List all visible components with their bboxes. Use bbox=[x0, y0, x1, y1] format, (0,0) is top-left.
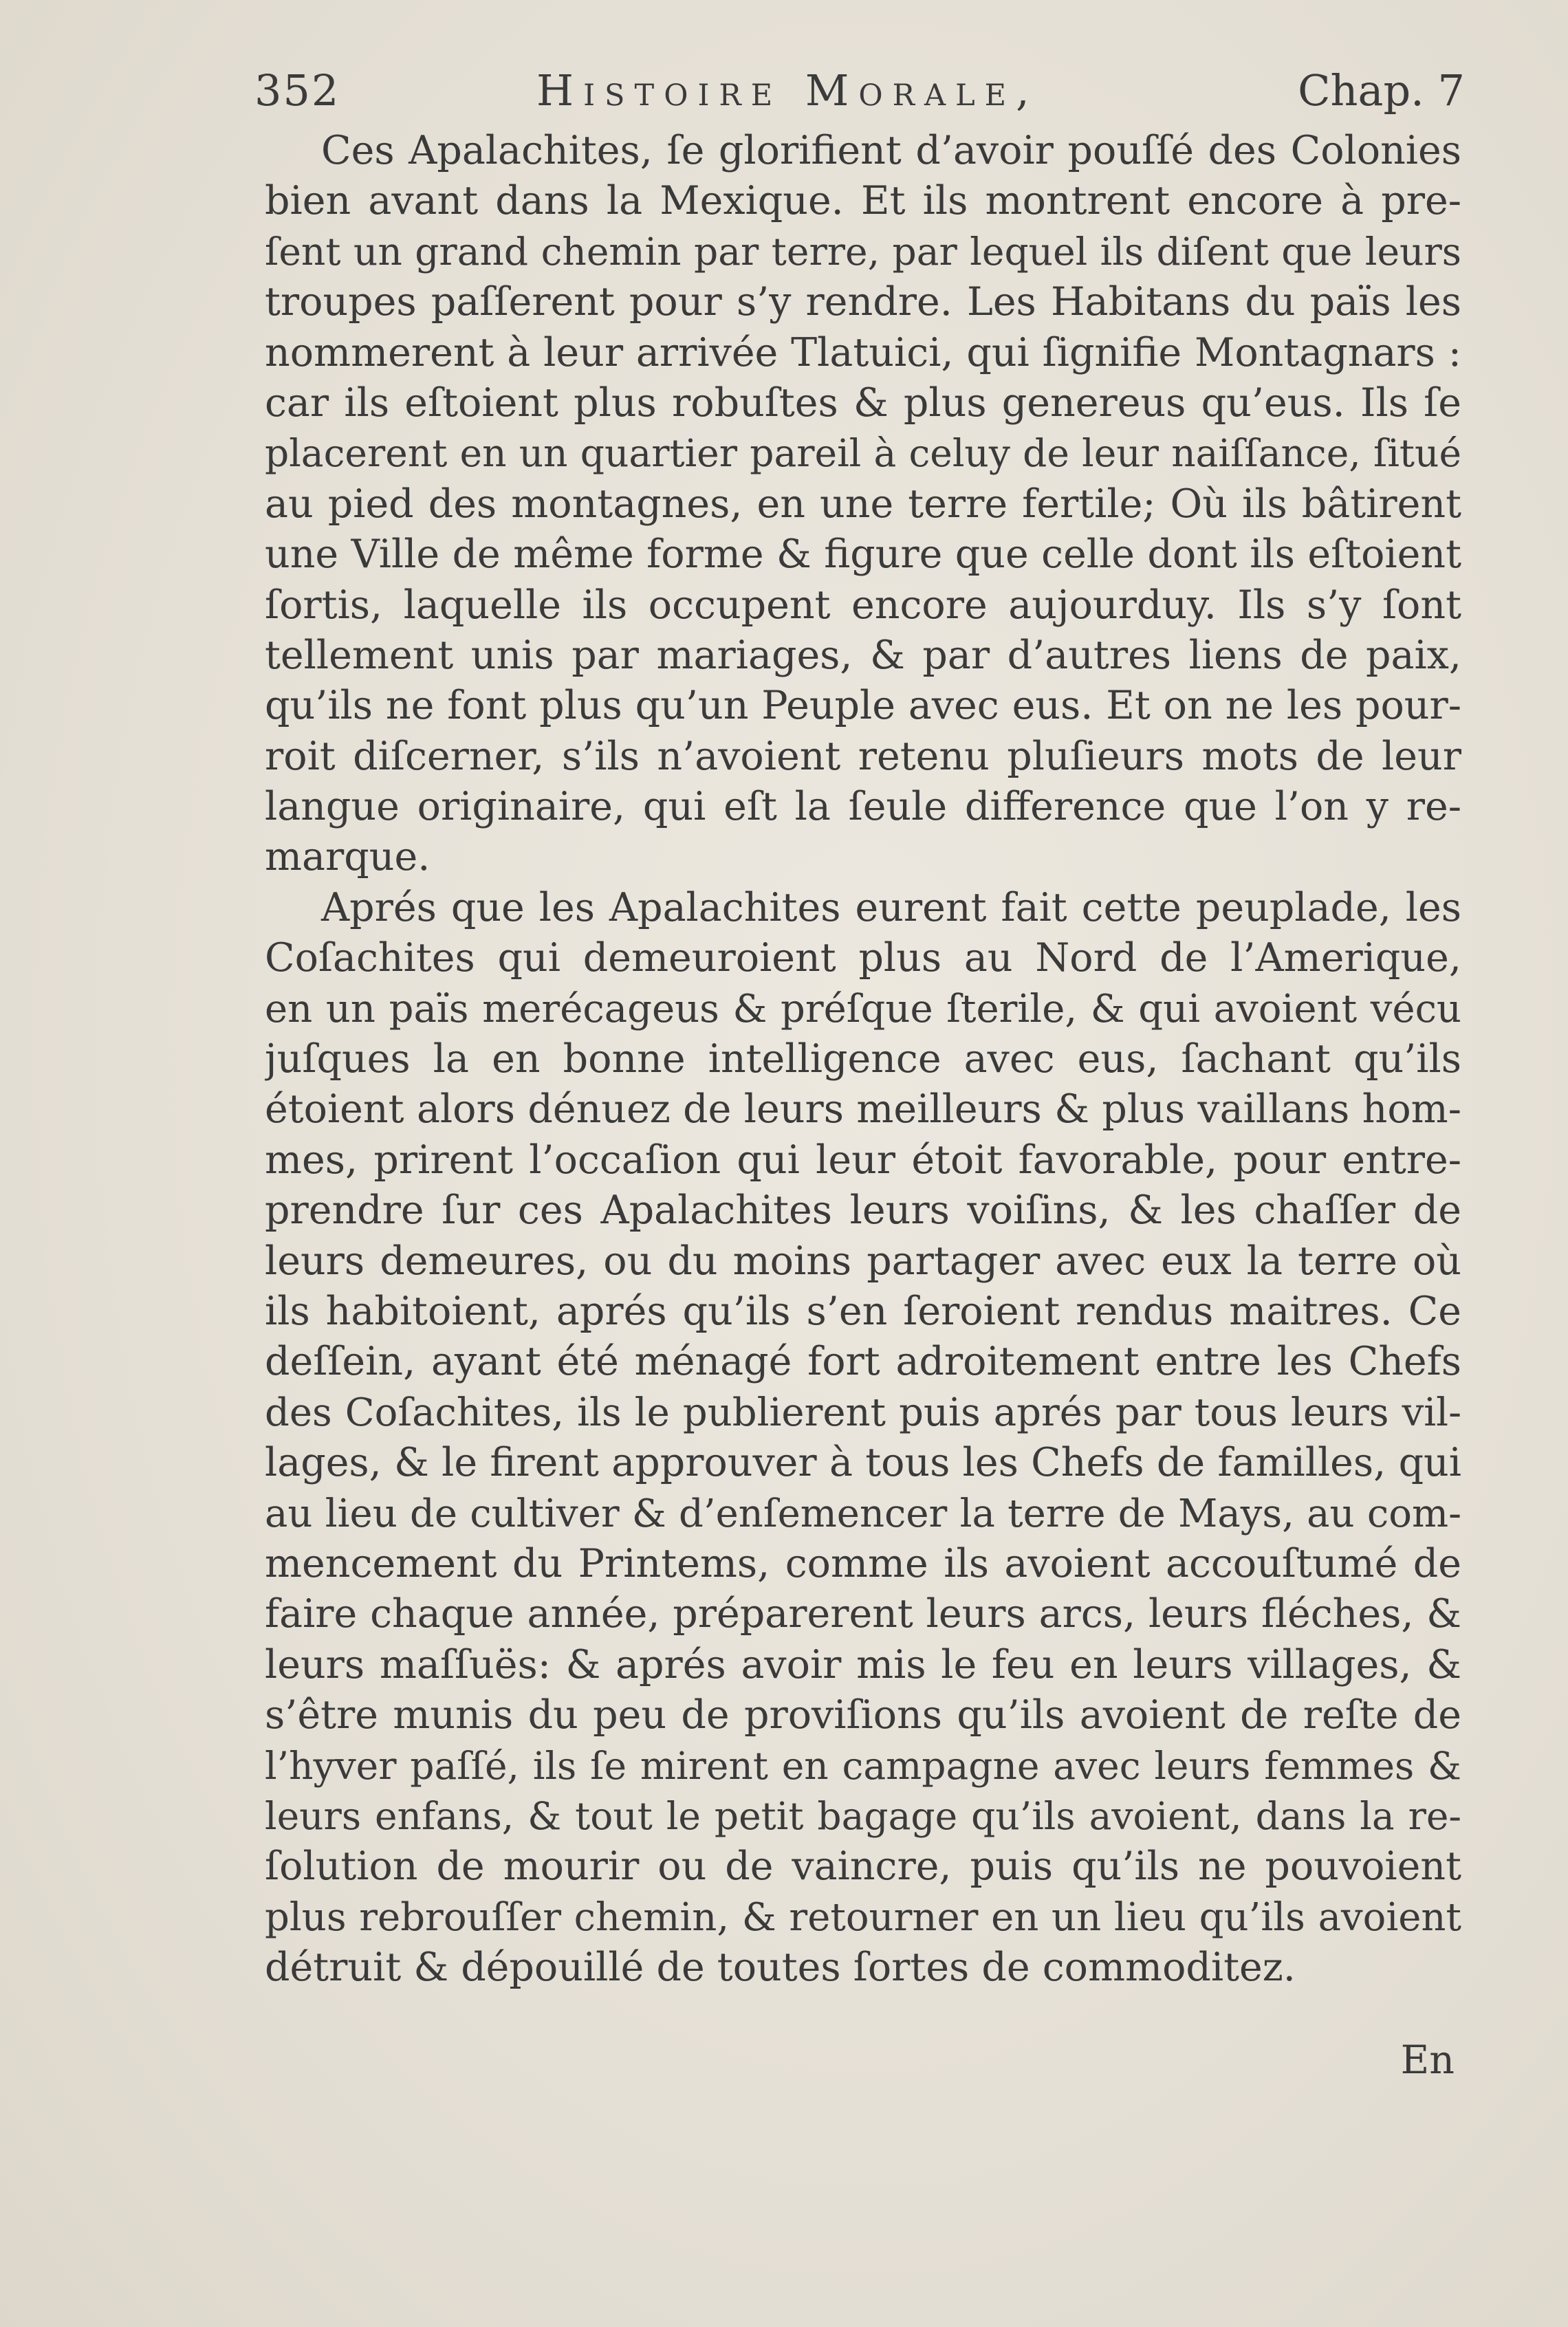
text-line: nommerent à leur arrivée Tlatuici, qui ſignifie Montagnars : bbox=[265, 329, 1461, 375]
text-line: lages, & le firent approuver à tous les Chefs de familles, qui bbox=[265, 1440, 1461, 1486]
text-line: ſent un grand chemin par terre, par lequel ils diſent que leurs bbox=[265, 229, 1461, 274]
text-line: marque. bbox=[265, 834, 431, 880]
text-line: s’être munis du peu de proviſions qu’ils avoient de reſte de bbox=[265, 1692, 1461, 1738]
text-line: bien avant dans la Mexique. Et ils montrent encore à pre- bbox=[265, 178, 1461, 224]
text-line: leurs enfans, & tout le petit bagage qu’ils avoient, dans la re- bbox=[265, 1793, 1461, 1838]
text-line: ſortis, laquelle ils occupent encore aujourduy. Ils s’y ſont bbox=[265, 582, 1461, 628]
text-line: prendre ſur ces Apalachites leurs voiſins, & les chaſſer de bbox=[265, 1188, 1461, 1234]
text-line: ſolution de mourir ou de vaincre, puis qu’ils ne pouvoient bbox=[265, 1844, 1461, 1890]
running-header bbox=[254, 63, 1465, 118]
text-line: une Ville de même forme & figure que celle dont ils eſtoient bbox=[265, 532, 1461, 578]
running-title: Histoire Morale, bbox=[536, 65, 1039, 116]
text-line: mes, prirent l’occaſion qui leur étoit favorable, pour entre- bbox=[265, 1137, 1461, 1183]
text-line: car ils eſtoient plus robuſtes & plus genereus qu’eus. Ils ſe bbox=[265, 380, 1461, 426]
text-line: Ces Apalachites, ſe glorifient d’avoir pouſſé des Colonies bbox=[321, 128, 1461, 173]
text-line: ils habitoient, aprés qu’ils s’en ſeroient rendus maitres. Ce bbox=[265, 1288, 1461, 1334]
text-line: des Coſachites, ils le publierent puis aprés par tous leurs vil- bbox=[265, 1390, 1461, 1435]
text-line: tellement unis par mariages, & par d’autres liens de paix, bbox=[265, 632, 1461, 678]
text-line: mencement du Printems, comme ils avoient accouſtumé de bbox=[265, 1540, 1461, 1586]
text-line: deſſein, ayant été ménagé fort adroitement entre les Chefs bbox=[265, 1339, 1461, 1385]
text-line: étoient alors dénuez de leurs meilleurs & plus vaillans hom- bbox=[265, 1086, 1461, 1133]
text-line: faire chaque année, préparerent leurs arcs, leurs fléches, & bbox=[265, 1591, 1461, 1637]
text-line: Coſachites qui demeuroient plus au Nord de l’Amerique, bbox=[265, 935, 1461, 981]
text-line: détruit & dépouillé de toutes ſortes de commoditez. bbox=[265, 1945, 1296, 1991]
text-line: leurs demeures, ou du moins partager avec eux la terre où bbox=[265, 1238, 1461, 1284]
text-line: leurs maſſuës: & aprés avoir mis le feu en leurs villages, & bbox=[265, 1641, 1461, 1687]
text-line: au lieu de cultiver & d’enſemencer la terre de Mays, au com- bbox=[265, 1491, 1461, 1536]
text-line: troupes paſſerent pour s’y rendre. Les Habitans du païs les bbox=[265, 279, 1461, 325]
text-line: placerent en un quartier pareil à celuy de leur naiſſance, ſitué bbox=[265, 431, 1461, 476]
page-number: 352 bbox=[254, 65, 340, 116]
body-text bbox=[265, 126, 1461, 1993]
text-line: en un païs merécageus & préſque ſterile, & qui avoient vécu bbox=[265, 986, 1461, 1031]
text-line: juſques la en bonne intelligence avec eus, ſachant qu’ils bbox=[265, 1036, 1461, 1082]
text-line: roit diſcerner, s’ils n’avoient retenu pluſieurs mots de leur bbox=[265, 733, 1461, 779]
text-line: au pied des montagnes, en une terre fertile; Où ils bâtirent bbox=[265, 481, 1461, 527]
catchword: En bbox=[1400, 2038, 1455, 2083]
text-line: langue originaire, qui eſt la ſeule difference que l’on y re- bbox=[265, 784, 1461, 830]
chapter-label: Chap. 7 bbox=[1298, 65, 1465, 116]
text-line: qu’ils ne font plus qu’un Peuple avec eus. Et on ne les pour- bbox=[265, 683, 1461, 729]
text-line: l’hyver paſſé, ils ſe mirent en campagne avec leurs femmes & bbox=[265, 1743, 1461, 1788]
text-line: plus rebrouſſer chemin, & retourner en un lieu qu’ils avoient bbox=[265, 1894, 1461, 1940]
text-line: Aprés que les Apalachites eurent fait cette peuplade, les bbox=[321, 884, 1461, 930]
